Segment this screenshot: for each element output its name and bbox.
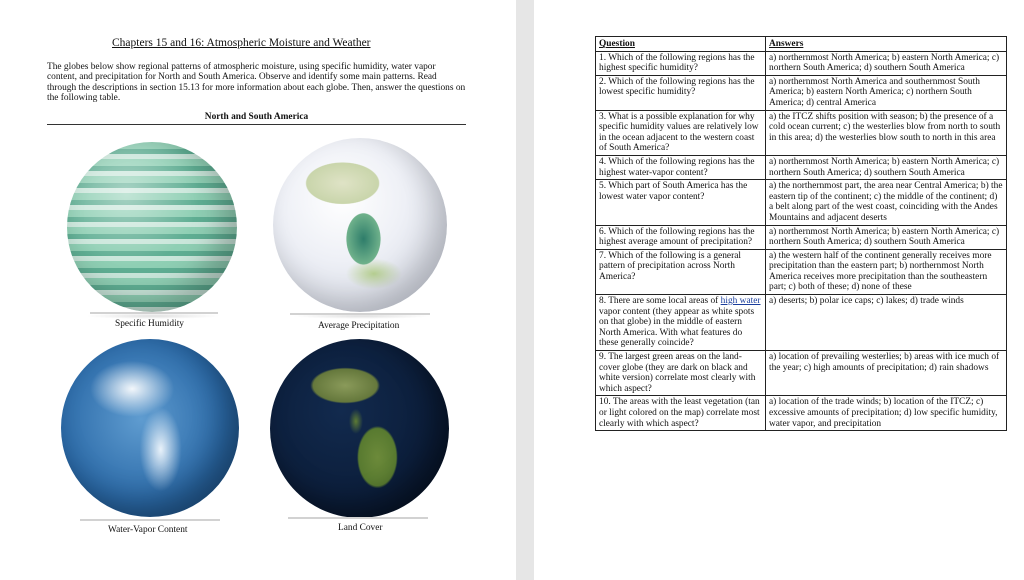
table-row	[596, 396, 1007, 431]
specific-humidity-globe-image	[67, 142, 237, 312]
table-row	[596, 75, 1007, 110]
question-answer-table	[595, 36, 1007, 431]
answers-cell: a) northernmost North America; b) eastern North America; c) northern South America; d) southern South America	[766, 51, 1007, 75]
answers-cell: a) the western half of the continent generally receives more precipitation than the eastern part; b) northernmost North America receives more precipitation than the southeastern part; c) both of these; d) none of these	[766, 249, 1007, 294]
table-row	[596, 110, 1007, 155]
question-cell: 2. Which of the following regions has the lowest specific humidity?	[596, 75, 766, 110]
document-title: Chapters 15 and 16: Atmospheric Moisture and Weather	[112, 37, 371, 49]
image-credit-line	[290, 313, 430, 315]
answers-cell: a) deserts; b) polar ice caps; c) lakes; d) trade winds	[766, 295, 1007, 351]
question-cell: 6. Which of the following regions has the highest average amount of precipitation?	[596, 225, 766, 249]
table-row	[596, 351, 1007, 396]
table-row	[596, 225, 1007, 249]
answers-cell: a) the ITCZ shifts position with season; b) the presence of a cold ocean current; c) the westerlies blow from north to south in this area; d) the westerlies blow south to north in this area	[766, 110, 1007, 155]
image-credit-line	[288, 517, 428, 519]
question-text: 8. There are some local areas of	[599, 296, 721, 307]
table-row	[596, 155, 1007, 179]
question-cell: 3. What is a possible explanation for why specific humidity values are relatively low in the ocean adjacent to the western coast of South America?	[596, 110, 766, 155]
caption-land-cover: Land Cover	[338, 523, 383, 533]
table-row	[596, 180, 1007, 225]
answers-cell: a) northernmost North America and southernmost South America; b) eastern North America; c) northern South America; d) central America	[766, 75, 1007, 110]
question-cell	[596, 295, 766, 351]
table-row	[596, 249, 1007, 294]
answers-cell: a) northernmost North America; b) eastern North America; c) northern South America; d) southern South America	[766, 225, 1007, 249]
high-water-link[interactable]: high water	[720, 296, 761, 307]
image-credit-line	[80, 519, 220, 521]
table-row	[596, 51, 1007, 75]
section-header: North and South America	[47, 110, 466, 125]
water-vapor-content-globe-image	[61, 339, 239, 517]
answers-cell: a) the northernmost part, the area near Central America; b) the eastern tip of the continent; c) the middle of the continent; d) a belt along part of the west coast, coinciding with the Andes Mountains and adjacent deserts	[766, 180, 1007, 225]
document-page-right	[534, 0, 1024, 580]
average-precipitation-globe-image	[273, 138, 447, 312]
intro-paragraph: The globes below show regional patterns of atmospheric moisture, using specific humidity, water vapor content, and precipitation for North and South America. Observe and identify some main patterns. Read through the descriptions in section 15.13 for more information about each globe. Then, answer the questions on the following table.	[47, 62, 466, 104]
question-cell: 5. Which part of South America has the lowest water vapor content?	[596, 180, 766, 225]
question-cell: 1. Which of the following regions has the highest specific humidity?	[596, 51, 766, 75]
answers-cell: a) location of the trade winds; b) location of the ITCZ; c) excessive amounts of precipitation; d) low specific humidity, water vapor, and precipitation	[766, 396, 1007, 431]
caption-specific-humidity: Specific Humidity	[115, 319, 184, 329]
answers-cell: a) location of prevailing westerlies; b) areas with ice much of the year; c) high amounts of precipitation; d) rain shadows	[766, 351, 1007, 396]
caption-water-vapor-content: Water-Vapor Content	[108, 525, 188, 535]
question-column-header: Question	[596, 37, 766, 52]
answers-cell: a) northernmost North America; b) eastern North America; c) northern South America; d) southern South America	[766, 155, 1007, 179]
question-text: vapor content (they appear as white spots on that globe) in the middle of eastern North America. With what features do these generally coincide?	[599, 306, 755, 349]
question-cell: 7. Which of the following is a general pattern of precipitation across North America?	[596, 249, 766, 294]
answers-column-header: Answers	[766, 37, 1007, 52]
question-cell: 10. The areas with the least vegetation (tan or light colored on the map) correlate most clearly with which aspect?	[596, 396, 766, 431]
image-credit-line	[90, 312, 218, 314]
table-header-row	[596, 37, 1007, 52]
table-row	[596, 295, 1007, 351]
land-cover-globe-image	[270, 339, 449, 518]
question-cell: 4. Which of the following regions has the highest water-vapor content?	[596, 155, 766, 179]
question-cell: 9. The largest green areas on the land-cover globe (they are dark on black and white version) correlate most clearly with which aspect?	[596, 351, 766, 396]
caption-average-precipitation: Average Precipitation	[318, 321, 400, 331]
